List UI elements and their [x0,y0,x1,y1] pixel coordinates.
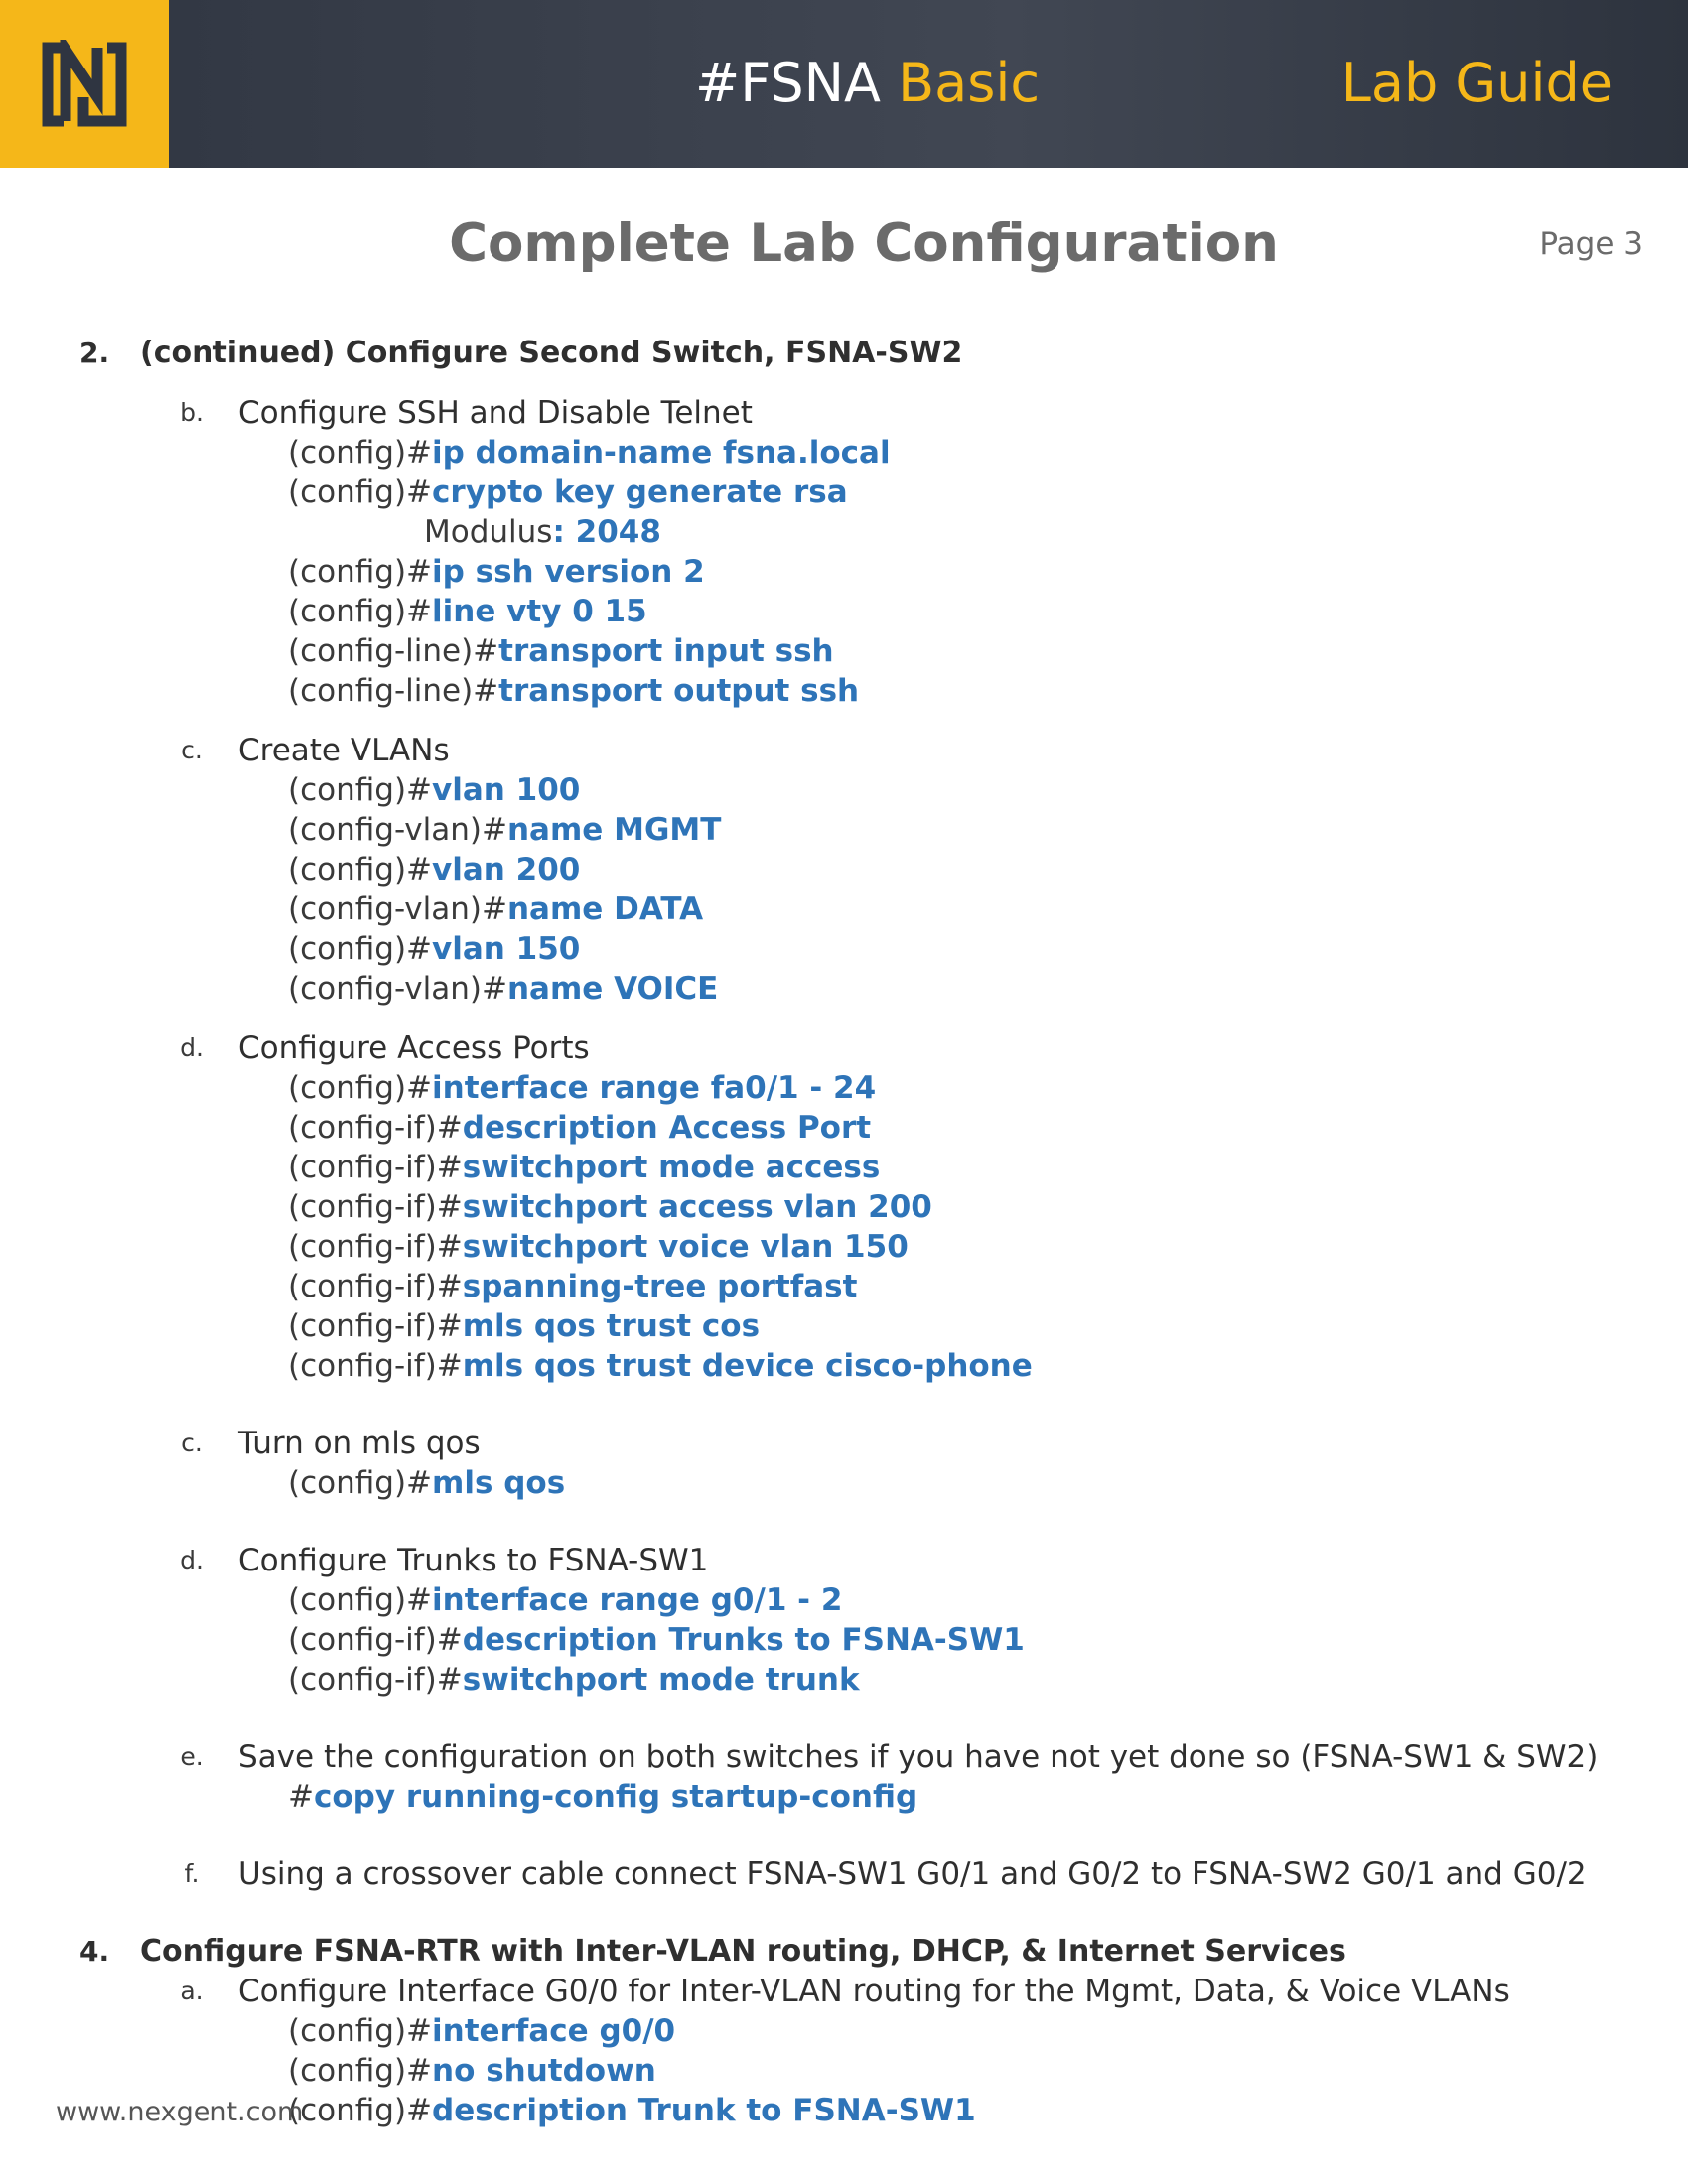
cli-prompt: (config-if)# [288,1348,463,1384]
cli-prompt: # [288,1779,314,1815]
cli-prompt: (config-if)# [288,1662,463,1698]
cli-command: copy running-config startup-config [313,1779,918,1815]
step-heading [0,1854,1688,1894]
cli-prompt: (config-if)# [288,1110,463,1146]
command-line [0,1463,1688,1503]
command-line [0,592,1688,631]
cli-prompt: (config)# [288,1070,433,1106]
cli-prompt: (config)# [288,554,433,590]
command-line [0,1108,1688,1148]
command-line [0,1187,1688,1227]
cli-command: ip domain-name fsna.local [432,435,891,471]
command-line [0,473,1688,512]
cli-prompt: (config-if)# [288,1622,463,1658]
cli-prompt: (config-vlan)# [288,971,507,1007]
cli-prompt: (config-vlan)# [288,891,507,927]
command-line [0,1777,1688,1817]
command-line [0,850,1688,889]
cli-command: spanning-tree portfast [462,1269,858,1304]
cli-prompt: Modulus [424,514,553,550]
cli-prompt: (config)# [288,475,433,510]
command-line [0,433,1688,473]
cli-prompt: (config)# [288,772,433,808]
cli-command: vlan 100 [432,772,581,808]
step-heading [0,1972,1688,2011]
step-heading [0,1737,1688,1777]
command-line [0,1068,1688,1108]
step-letter: e. [180,1742,204,1771]
cli-command: description Trunk to FSNA-SW1 [432,2093,976,2128]
cli-command: name VOICE [506,971,719,1007]
footer-website-link[interactable]: www.nexgent.com [56,2097,304,2127]
step-heading [0,1028,1688,1068]
nexgent-logo-icon [38,40,131,129]
cli-prompt: (config-if)# [288,1150,463,1185]
cli-prompt: (config)# [288,1582,433,1618]
cli-prompt: (config)# [288,1465,433,1501]
step-letter: f. [184,1859,200,1888]
step-text: Turn on mls qos [238,1426,481,1461]
cli-prompt: (config-line)# [288,633,499,669]
cli-prompt: (config)# [288,2093,433,2128]
step-letter: d. [180,1546,204,1574]
step-text: Save the configuration on both switches if you have not yet done so (FSNA-SW1 & SW2) [238,1739,1599,1775]
cli-prompt: (config)# [288,435,433,471]
section-number: 4. [79,1935,110,1968]
command-line [0,1306,1688,1346]
cli-command: switchport mode access [462,1150,881,1185]
cli-command: mls qos trust device cisco-phone [462,1348,1033,1384]
step-letter: d. [180,1033,204,1062]
step-heading [0,1424,1688,1463]
cli-command: crypto key generate rsa [432,475,848,510]
cli-command: vlan 200 [432,852,581,887]
cli-command: name DATA [506,891,704,927]
command-line [0,1267,1688,1306]
header-title-hash: #FSNA [695,52,899,114]
command-line [0,1620,1688,1660]
command-line [0,2051,1688,2091]
step-text: Create VLANs [238,733,450,768]
cli-command: switchport access vlan 200 [462,1189,932,1225]
step-letter: c. [181,1429,203,1457]
command-line [0,1227,1688,1267]
cli-prompt: (config-if)# [288,1229,463,1265]
section-number: 2. [79,337,110,369]
header-lab-guide: Lab Guide [1340,52,1613,114]
section-heading [0,334,1688,373]
command-line [0,552,1688,592]
cli-command: interface range fa0/1 - 24 [432,1070,877,1106]
cli-command: transport input ssh [498,633,834,669]
step-letter: b. [180,398,204,427]
cli-command: mls qos trust cos [462,1308,761,1344]
cli-prompt: (config)# [288,931,433,967]
header-title-accent: Basic [898,52,1041,114]
cli-prompt: (config)# [288,2013,433,2049]
step-letter: c. [181,736,203,764]
cli-command: line vty 0 15 [432,594,647,629]
command-line [0,1660,1688,1700]
command-line [0,1346,1688,1386]
command-line [0,969,1688,1009]
cli-prompt: (config)# [288,852,433,887]
cli-command: no shutdown [432,2053,656,2089]
step-letter: a. [180,1977,204,2005]
step-heading [0,731,1688,770]
cli-prompt: (config-if)# [288,1189,463,1225]
step-text: Configure Access Ports [238,1030,590,1066]
step-text: Configure SSH and Disable Telnet [238,395,753,431]
cli-command: mls qos [432,1465,566,1501]
cli-prompt: (config-vlan)# [288,812,507,848]
command-line [0,810,1688,850]
command-line [0,671,1688,711]
logo-badge [0,0,169,168]
command-line [0,631,1688,671]
header-title [695,52,1040,115]
command-line [0,929,1688,969]
cli-command: vlan 150 [432,931,581,967]
cli-command: interface range g0/1 - 2 [432,1582,843,1618]
cli-command: switchport mode trunk [462,1662,860,1698]
cli-prompt: (config-if)# [288,1308,463,1344]
cli-command: : 2048 [552,514,661,550]
cli-prompt: (config)# [288,594,433,629]
command-line [0,770,1688,810]
cli-command: description Access Port [462,1110,872,1146]
command-line [0,2011,1688,2051]
cli-command: description Trunks to FSNA-SW1 [462,1622,1025,1658]
cli-command: name MGMT [506,812,722,848]
step-text: Configure Trunks to FSNA-SW1 [238,1543,709,1578]
step-text: Configure Interface G0/0 for Inter-VLAN routing for the Mgmt, Data, & Voice VLANs [238,1974,1510,2009]
cli-command: interface g0/0 [432,2013,676,2049]
page-number: Page 3 [1539,226,1643,262]
cli-prompt: (config-if)# [288,1269,463,1304]
step-heading [0,393,1688,433]
command-line [0,512,1688,552]
step-text: Using a crossover cable connect FSNA-SW1 G0/1 and G0/2 to FSNA-SW2 G0/1 and G0/2 [238,1856,1587,1892]
document-body [0,334,1688,2130]
header-banner [0,0,1688,168]
command-line [0,1148,1688,1187]
cli-command: transport output ssh [498,673,860,709]
section-title: (continued) Configure Second Switch, FSNA-SW2 [140,336,963,370]
command-line [0,889,1688,929]
section-title: Configure FSNA-RTR with Inter-VLAN routing, DHCP, & Internet Services [140,1934,1346,1969]
command-line [0,1580,1688,1620]
cli-command: ip ssh version 2 [432,554,705,590]
cli-command: switchport voice vlan 150 [462,1229,909,1265]
step-heading [0,1541,1688,1580]
section-heading [0,1932,1688,1972]
cli-prompt: (config-line)# [288,673,499,709]
cli-prompt: (config)# [288,2053,433,2089]
page-title: Complete Lab Configuration [449,213,1279,274]
